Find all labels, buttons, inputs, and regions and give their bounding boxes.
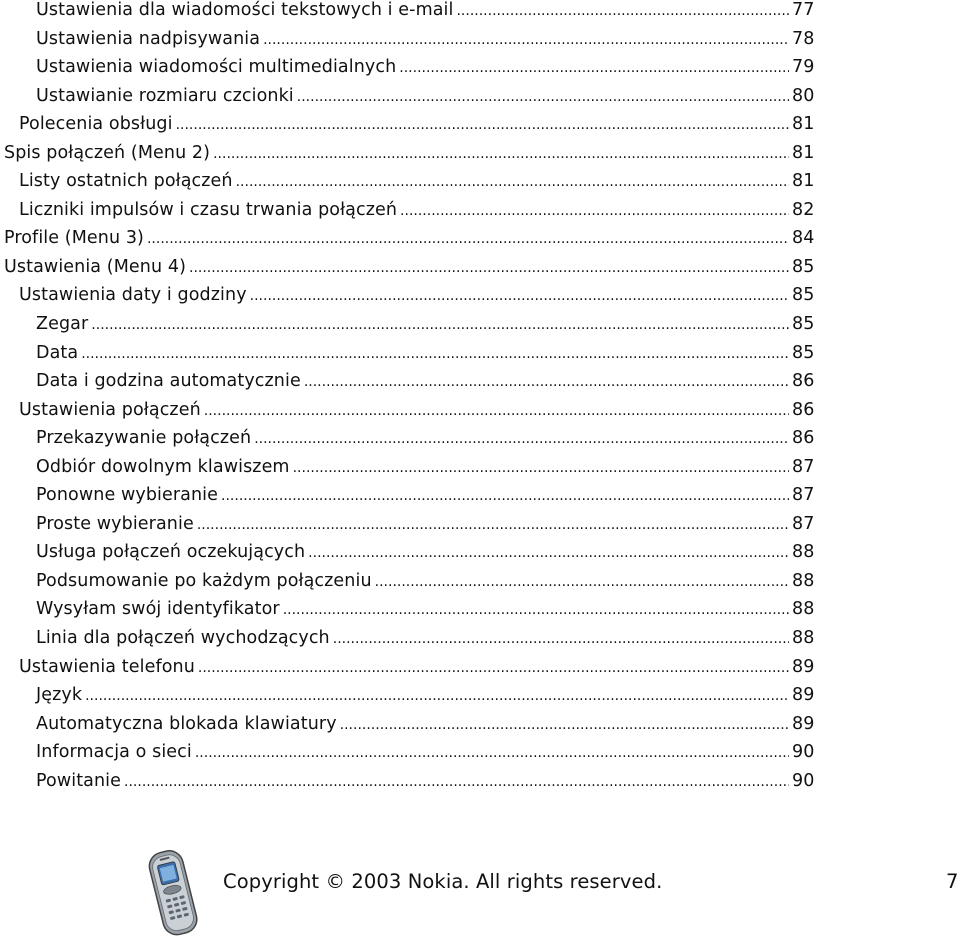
toc-entry[interactable]: [0, 567, 960, 596]
toc-dot-leader: [254, 425, 789, 453]
toc-dot-leader: [297, 83, 789, 111]
toc-dot-leader: [308, 539, 789, 567]
toc-entry[interactable]: [0, 738, 960, 767]
toc-entry-page: 88: [792, 570, 815, 591]
toc-entry-title: Automatyczna blokada klawiatury: [36, 713, 337, 734]
copyright-notice: Copyright © 2003 Nokia. All rights reserved.: [223, 870, 663, 893]
toc-entry-page: 85: [792, 314, 815, 335]
toc-entry-title: Linia dla połączeń wychodzących: [36, 628, 330, 649]
toc-entry[interactable]: [0, 624, 960, 653]
toc-entry-page: 86: [792, 399, 815, 420]
toc-entry[interactable]: [0, 595, 960, 624]
toc-dot-leader: [189, 254, 789, 282]
toc-entry[interactable]: [0, 167, 960, 196]
toc-dot-leader: [333, 625, 789, 653]
toc-entry-page: 89: [792, 713, 815, 734]
toc-entry-page: 77: [792, 0, 815, 20]
toc-entry[interactable]: [0, 0, 960, 25]
toc-dot-leader: [147, 225, 789, 253]
toc-entry-title: Przekazywanie połączeń: [36, 428, 252, 449]
toc-entry[interactable]: [0, 710, 960, 739]
toc-entry-page: 81: [792, 142, 815, 163]
toc-entry-title: Proste wybieranie: [36, 513, 194, 534]
toc-entry[interactable]: [0, 653, 960, 682]
toc-entry-page: 80: [792, 85, 815, 106]
toc-entry-title: Ustawianie rozmiaru czcionki: [36, 85, 294, 106]
toc-entry[interactable]: [0, 453, 960, 482]
toc-entry-title: Ponowne wybieranie: [36, 485, 219, 506]
toc-entry-page: 85: [792, 285, 815, 306]
toc-entry-title: Polecenia obsługi: [19, 114, 173, 135]
toc-entry[interactable]: [0, 139, 960, 168]
toc-dot-leader: [263, 26, 789, 54]
toc-dot-leader: [400, 197, 789, 225]
toc-entry-title: Język: [36, 685, 83, 706]
toc-entry[interactable]: [0, 396, 960, 425]
toc-dot-leader: [176, 111, 789, 139]
toc-dot-leader: [293, 454, 789, 482]
toc-entry-page: 79: [792, 57, 815, 78]
toc-entry-page: 87: [792, 485, 815, 506]
toc-entry-page: 90: [792, 742, 815, 763]
toc-entry-title: Zegar: [36, 314, 89, 335]
toc-entry-title: Usługa połączeń oczekujących: [36, 542, 306, 563]
toc-entry-title: Podsumowanie po każdym połączeniu: [36, 570, 372, 591]
toc-entry[interactable]: [0, 424, 960, 453]
toc-entry-title: Wysyłam swój identyfikator: [36, 599, 280, 620]
toc-dot-leader: [85, 682, 789, 710]
toc-entry[interactable]: [0, 253, 960, 282]
toc-dot-leader: [221, 482, 789, 510]
toc-entry[interactable]: [0, 538, 960, 567]
toc-dot-leader: [91, 311, 789, 339]
toc-entry-page: 86: [792, 371, 815, 392]
toc-entry[interactable]: [0, 510, 960, 539]
toc-entry-page: 90: [792, 770, 815, 791]
toc-entry-title: Data i godzina automatycznie: [36, 371, 301, 392]
toc-entry[interactable]: [0, 339, 960, 368]
toc-dot-leader: [81, 340, 789, 368]
toc-entry-title: Ustawienia połączeń: [19, 399, 201, 420]
toc-entry-title: Listy ostatnich połączeń: [19, 171, 233, 192]
toc-entry-title: Ustawienia daty i godziny: [19, 285, 247, 306]
toc-entry-title: Ustawienia telefonu: [19, 656, 195, 677]
toc-entry-page: 81: [792, 171, 815, 192]
toc-entry-page: 84: [792, 228, 815, 249]
toc-entry-page: 87: [792, 456, 815, 477]
toc-entry-title: Ustawienia wiadomości multimedialnych: [36, 57, 397, 78]
toc-dot-leader: [213, 140, 789, 168]
toc-entry-title: Ustawienia nadpisywania: [36, 28, 261, 49]
toc-entry[interactable]: [0, 110, 960, 139]
toc-entry[interactable]: [0, 196, 960, 225]
toc-dot-leader: [340, 711, 789, 739]
toc-dot-leader: [124, 768, 789, 796]
toc-entry-title: Powitanie: [36, 770, 122, 791]
toc-entry-page: 88: [792, 628, 815, 649]
toc-entry-title: Data: [36, 342, 79, 363]
page-footer: [0, 840, 960, 939]
toc-entry-title: Ustawienia dla wiadomości tekstowych i e-mail: [36, 0, 454, 20]
nokia-phone-icon: [140, 844, 212, 939]
toc-entry-page: 89: [792, 685, 815, 706]
toc-entry[interactable]: [0, 681, 960, 710]
toc-dot-leader: [283, 596, 789, 624]
toc-entry-page: 85: [792, 342, 815, 363]
toc-dot-leader: [197, 511, 789, 539]
toc-entry[interactable]: [0, 310, 960, 339]
page-number: 7: [946, 870, 959, 893]
toc-entry-title: Profile (Menu 3): [4, 228, 144, 249]
toc-dot-leader: [304, 368, 789, 396]
toc-dot-leader: [375, 568, 789, 596]
toc-dot-leader: [456, 0, 789, 25]
toc-entry-title: Odbiór dowolnym klawiszem: [36, 456, 290, 477]
toc-dot-leader: [198, 654, 789, 682]
toc-dot-leader: [399, 54, 789, 82]
toc-entry-page: 85: [792, 256, 815, 277]
toc-entry-title: Informacja o sieci: [36, 742, 192, 763]
toc-dot-leader: [236, 168, 789, 196]
toc-entry[interactable]: [0, 53, 960, 82]
toc-dot-leader: [195, 739, 789, 767]
toc-dot-leader: [250, 282, 789, 310]
toc-entry-page: 82: [792, 199, 815, 220]
toc-entry-page: 87: [792, 513, 815, 534]
toc-entry-page: 89: [792, 656, 815, 677]
toc-entry-page: 86: [792, 428, 815, 449]
toc-entry-title: Spis połączeń (Menu 2): [4, 142, 211, 163]
toc-entry[interactable]: [0, 367, 960, 396]
toc-entry-page: 81: [792, 114, 815, 135]
toc-entry-title: Liczniki impulsów i czasu trwania połączeń: [19, 199, 398, 220]
toc-entry[interactable]: [0, 767, 960, 796]
toc-entry[interactable]: [0, 481, 960, 510]
toc-entry-page: 78: [792, 28, 815, 49]
toc-entry[interactable]: [0, 25, 960, 54]
toc-entry[interactable]: [0, 224, 960, 253]
toc-entry[interactable]: [0, 82, 960, 111]
toc-entry-title: Ustawienia (Menu 4): [4, 256, 186, 277]
toc-entry-page: 88: [792, 542, 815, 563]
toc-dot-leader: [204, 397, 789, 425]
toc-entry[interactable]: [0, 281, 960, 310]
toc-entry-page: 88: [792, 599, 815, 620]
